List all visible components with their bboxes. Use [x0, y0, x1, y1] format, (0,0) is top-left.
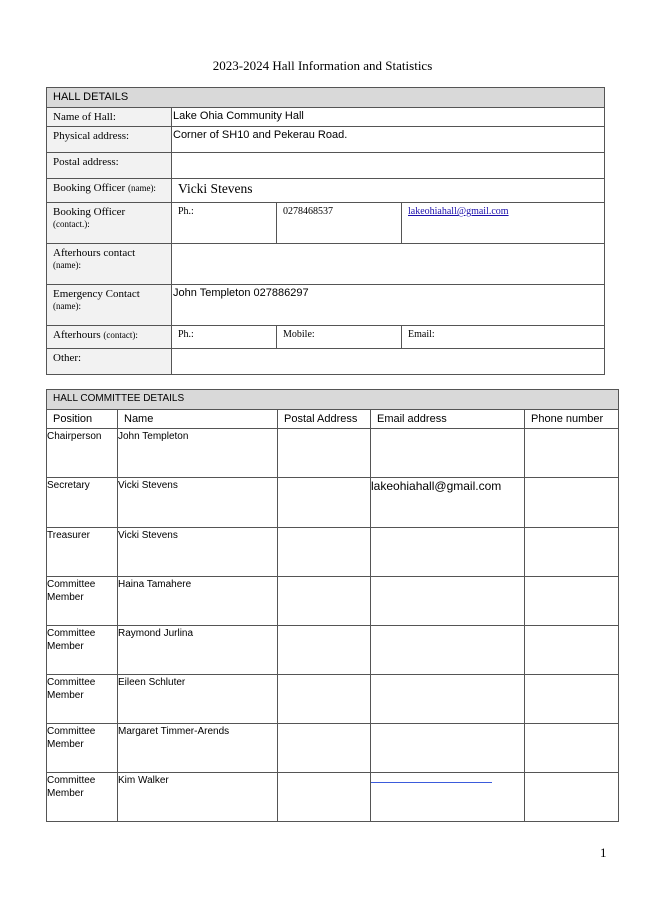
email-cell[interactable] — [371, 429, 525, 478]
name-cell: Haina Tamahere — [118, 577, 278, 626]
name-of-hall-value[interactable]: Lake Ohia Community Hall — [172, 108, 605, 127]
hall-details-table — [46, 87, 605, 375]
name-of-hall-label: Name of Hall: — [47, 108, 172, 127]
postal-cell[interactable] — [278, 626, 371, 675]
table-row — [47, 429, 619, 478]
column-header-name: Name — [118, 410, 278, 429]
booking-officer-name-value[interactable]: Vicki Stevens — [172, 179, 605, 203]
name-cell: Raymond Jurlina — [118, 626, 278, 675]
physical-address-value[interactable]: Corner of SH10 and Pekerau Road. — [172, 127, 605, 153]
afterhours-ph-label[interactable]: Ph.: — [172, 326, 277, 349]
phone-cell[interactable] — [525, 429, 619, 478]
table-row — [47, 773, 619, 822]
postal-cell[interactable] — [278, 429, 371, 478]
afterhours-email-label[interactable]: Email: — [402, 326, 605, 349]
email-cell[interactable]: lakeohiahall@gmail.com — [371, 478, 525, 528]
phone-cell[interactable] — [525, 724, 619, 773]
position-cell: Committee Member — [47, 773, 118, 822]
document-title: 2023-2024 Hall Information and Statistics — [212, 58, 433, 73]
page-number: 1 — [600, 845, 607, 860]
name-cell: Vicki Stevens — [118, 528, 278, 577]
email-cell[interactable] — [371, 675, 525, 724]
other-value[interactable] — [172, 349, 605, 375]
position-cell: Chairperson — [47, 429, 118, 478]
booking-officer-contact-label: Booking Officer (contact.): — [47, 203, 172, 244]
table-row — [47, 528, 619, 577]
hall-details-header: HALL DETAILS — [47, 88, 605, 108]
postal-cell[interactable] — [278, 528, 371, 577]
phone-cell[interactable] — [525, 626, 619, 675]
email-cell[interactable] — [371, 773, 525, 822]
emergency-contact-value[interactable]: John Templeton 027886297 — [172, 285, 605, 326]
emergency-contact-label: Emergency Contact (name): — [47, 285, 172, 326]
column-header-postal: Postal Address — [278, 410, 371, 429]
table-row — [47, 577, 619, 626]
phone-cell[interactable] — [525, 577, 619, 626]
phone-cell[interactable] — [525, 773, 619, 822]
name-cell: Vicki Stevens — [118, 478, 278, 528]
committee-table — [46, 389, 619, 822]
phone-cell[interactable] — [525, 478, 619, 528]
column-header-phone: Phone number — [525, 410, 619, 429]
name-cell: Margaret Timmer-Arends — [118, 724, 278, 773]
email-cell[interactable] — [371, 626, 525, 675]
column-header-email: Email address — [371, 410, 525, 429]
email-cell[interactable] — [371, 724, 525, 773]
afterhours-name-value[interactable] — [172, 244, 605, 285]
postal-cell[interactable] — [278, 724, 371, 773]
afterhours-mobile-label[interactable]: Mobile: — [277, 326, 402, 349]
position-cell: Secretary — [47, 478, 118, 528]
table-row — [47, 478, 619, 528]
other-label: Other: — [47, 349, 172, 375]
postal-address-label: Postal address: — [47, 153, 172, 179]
afterhours-name-label: Afterhours contact (name): — [47, 244, 172, 285]
afterhours-contact-label: Afterhours (contact): — [47, 326, 172, 349]
postal-cell[interactable] — [278, 478, 371, 528]
postal-address-value[interactable] — [172, 153, 605, 179]
column-header-position: Position — [47, 410, 118, 429]
empty-email-link[interactable] — [371, 782, 492, 783]
phone-cell[interactable] — [525, 528, 619, 577]
table-row — [47, 626, 619, 675]
booking-officer-name-label: Booking Officer (name): — [47, 179, 172, 203]
postal-cell[interactable] — [278, 773, 371, 822]
name-cell: John Templeton — [118, 429, 278, 478]
name-cell: Kim Walker — [118, 773, 278, 822]
postal-cell[interactable] — [278, 675, 371, 724]
position-cell: Committee Member — [47, 577, 118, 626]
physical-address-label: Physical address: — [47, 127, 172, 153]
table-row — [47, 675, 619, 724]
position-cell: Treasurer — [47, 528, 118, 577]
name-cell: Eileen Schluter — [118, 675, 278, 724]
phone-cell[interactable] — [525, 675, 619, 724]
position-cell: Committee Member — [47, 724, 118, 773]
postal-cell[interactable] — [278, 577, 371, 626]
booking-phone-value[interactable]: 0278468537 — [277, 203, 402, 244]
booking-ph-label: Ph.: — [172, 203, 277, 244]
committee-header: HALL COMMITTEE DETAILS — [47, 390, 619, 410]
position-cell: Committee Member — [47, 675, 118, 724]
booking-email-link[interactable]: lakeohiahall@gmail.com — [402, 203, 605, 244]
email-cell[interactable] — [371, 577, 525, 626]
email-cell[interactable] — [371, 528, 525, 577]
position-cell: Committee Member — [47, 626, 118, 675]
table-row — [47, 724, 619, 773]
